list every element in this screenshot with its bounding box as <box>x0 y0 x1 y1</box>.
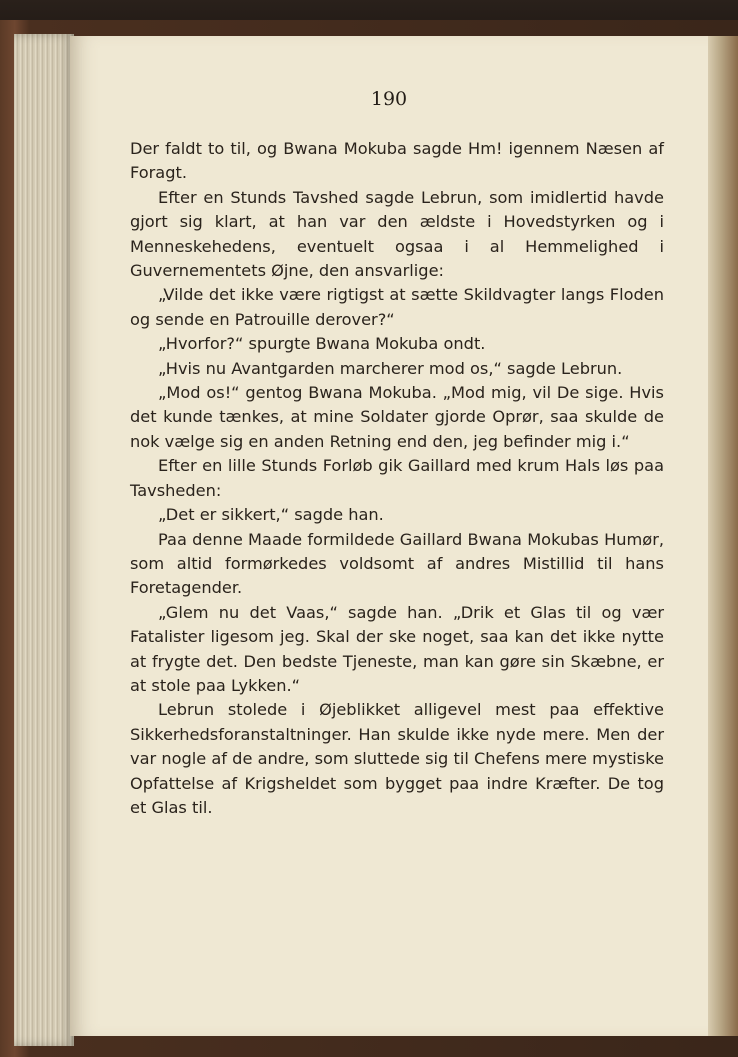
paragraph: „Hvorfor?“ spurgte Bwana Mokuba ondt. <box>158 334 486 354</box>
right-page-edge <box>708 36 738 1036</box>
paragraph: „Vilde det ikke være rigtigst at sætte Skildvagter langs Floden og sende en Patrouille derover?“ <box>130 285 664 329</box>
page-number: 190 <box>370 88 408 110</box>
paragraph: Efter en Stunds Tavshed sagde Lebrun, som imidlertid havde gjort sig klart, at han var den ældste i Hovedstyrken og i Menneskehedens, eventuelt ogsaa i al Hemmelighed i Guvernementets Øjne, den ansvarlige: <box>130 187 664 281</box>
page-edges <box>14 34 74 1046</box>
paragraph: „Glem nu det Vaas,“ sagde han. „Drik et Glas til og vær Fatalister ligesom jeg. Skal der ske noget, saa kan det ikke nytte at frygte det. Den bedste Tjeneste, man kan gøre sin Skæbne, er at stole paa Lykken.“ <box>130 602 664 695</box>
paragraph: Lebrun stolede i Øjeblikket alligevel mest paa effektive Sikkerhedsforanstaltninger. Han skulde ikke nyde mere. Men der var nogle af de andre, som sluttede sig til Chefens mere mystiske Opfattelse af Krigsheldet som bygget paa indre Kræfter. De tog et Glas til. <box>130 700 664 817</box>
paragraph: Efter en lille Stunds Forløb gik Gaillard med krum Hals løs paa Tavsheden: <box>130 456 664 500</box>
paragraph: „Hvis nu Avantgarden marcherer mod os,“ sagde Lebrun. <box>158 358 623 378</box>
paragraph: „Mod os!“ gentog Bwana Mokuba. „Mod mig, vil De sige. Hvis det kunde tænkes, at mine Soldater gjorde Oprør, saa skulde de nok vælge sig en anden Retning end den, jeg befinder mig i.“ <box>130 383 664 451</box>
body-text <box>130 137 664 820</box>
paragraph: Paa denne Maade formildede Gaillard Bwana Mokubas Humør, som altid formørkedes voldsomt af andres Mistillid til hans Foretagender. <box>130 529 664 598</box>
paragraph: „Det er sikkert,“ sagde han. <box>158 505 384 525</box>
paragraph: Der faldt to til, og Bwana Mokuba sagde Hm! igennem Næsen af Foragt. <box>130 139 664 183</box>
